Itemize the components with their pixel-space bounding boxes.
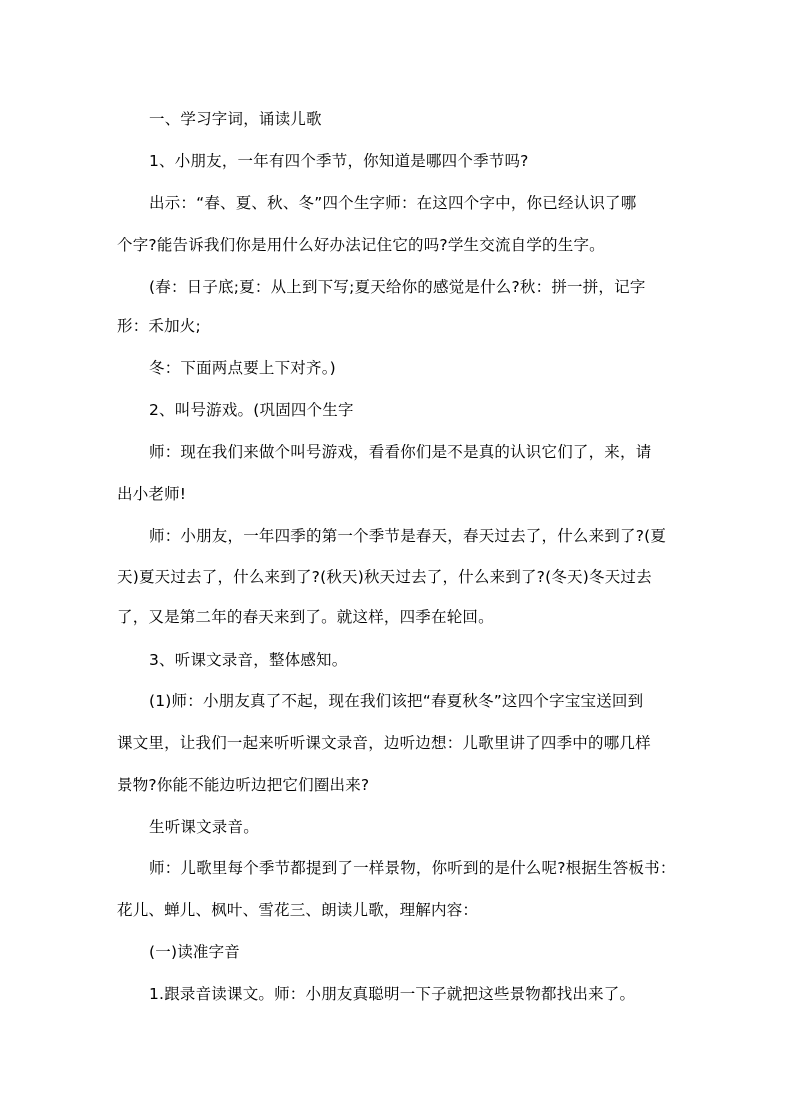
paragraph-line: 1.跟录音读课文。师：小朋友真聪明一下子就把这些景物都找出来了。 <box>149 985 636 1003</box>
paragraph-line: 形：禾加火; <box>117 317 201 335</box>
paragraph-line: 了，又是第二年的春天来到了。就这样，四季在轮回。 <box>117 608 494 626</box>
paragraph-line: 师：儿歌里每个季节都提到了一样景物，你听到的是什么呢?根据生答板书： <box>149 859 676 877</box>
section-heading: (一)读准字音 <box>149 943 240 961</box>
paragraph-line: 出示：“春、夏、秋、冬”四个生字师：在这四个字中，你已经认识了哪 <box>149 194 637 212</box>
section-heading: 一、学习字词，诵读儿歌 <box>149 110 322 128</box>
paragraph-line: 生听课文录音。 <box>149 818 259 836</box>
section-heading: 2、叫号游戏。(巩固四个生字 <box>149 401 354 419</box>
paragraph-line: 景物?你能不能边听边把它们圈出来? <box>117 776 370 794</box>
paragraph-line: 出小老师! <box>117 485 187 503</box>
section-heading: 3、听课文录音，整体感知。 <box>149 651 348 669</box>
paragraph-line: 1、小朋友，一年有四个季节，你知道是哪四个季节吗? <box>149 152 529 170</box>
paragraph-line: 冬：下面两点要上下对齐。) <box>149 359 336 377</box>
paragraph-line: 个字?能告诉我们你是用什么好办法记住它的吗?学生交流自学的生字。 <box>117 236 605 254</box>
paragraph-line: (春：日子底;夏：从上到下写;夏天给你的感觉是什么?秋：拼一拼，记字 <box>149 278 646 296</box>
paragraph-line: 师：现在我们来做个叫号游戏，看看你们是不是真的认识它们了，来，请 <box>149 443 652 461</box>
paragraph-line: 课文里，让我们一起来听听课文录音，边听边想：儿歌里讲了四季中的哪几样 <box>117 734 651 752</box>
paragraph-line: (1)师：小朋友真了不起，现在我们该把“春夏秋冬”这四个字宝宝送回到 <box>149 692 644 710</box>
paragraph-line: 花儿、蝉儿、枫叶、雪花三、朗读儿歌，理解内容： <box>117 901 479 919</box>
paragraph-line: 师：小朋友，一年四季的第一个季节是春天，春天过去了，什么来到了?(夏 <box>149 527 667 545</box>
paragraph-line: 天)夏天过去了，什么来到了?(秋天)秋天过去了，什么来到了?(冬天)冬天过去 <box>117 568 652 586</box>
